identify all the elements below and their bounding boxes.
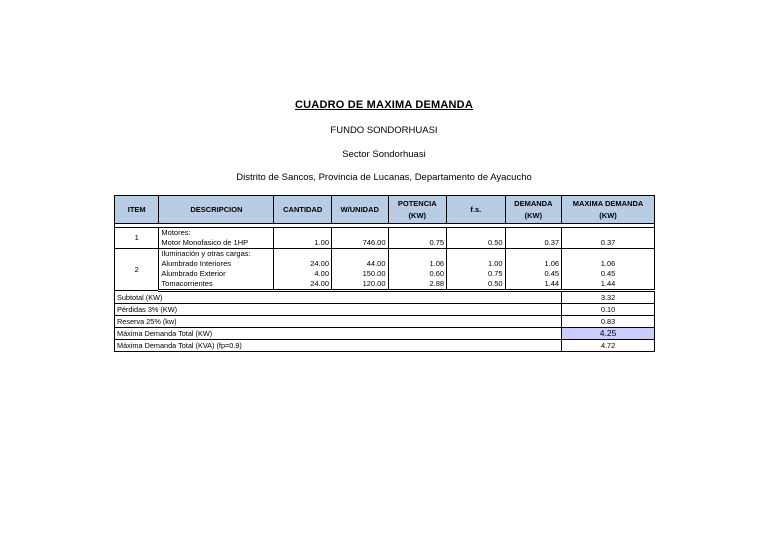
line-fs: 1.00: [447, 259, 506, 269]
summary-value-highlight: 4.25: [562, 328, 655, 340]
line-wunidad: 150.00: [332, 269, 389, 279]
line-potencia: 2.88: [388, 279, 447, 291]
line-cantidad: 1.00: [274, 238, 332, 249]
header-potencia-line2: (KW): [408, 210, 427, 220]
header-demanda-line1: DEMANDA: [514, 198, 553, 208]
subtitle-sector: Sector Sondorhuasi: [342, 149, 426, 160]
table-row: [115, 269, 655, 279]
line-wunidad: 120.00: [332, 279, 389, 291]
header-potencia-line1: POTENCIA: [397, 198, 437, 208]
line-desc: Tomacorrientes: [159, 279, 274, 291]
summary-row-maxdem-kva: [115, 340, 655, 352]
summary-value: 0.83: [562, 316, 655, 328]
header-demanda-line2: (KW): [524, 210, 543, 220]
table-row: [115, 228, 655, 239]
summary-label: Máxima Demanda Total (KVA) (fp=0.9): [115, 340, 562, 352]
summary-label: Subtotal (KW): [115, 291, 562, 304]
table-header-row: [115, 196, 655, 224]
line-desc: Motor Monofasico de 1HP: [159, 238, 274, 249]
header-cantidad: CANTIDAD: [274, 196, 332, 224]
group-label: Motores:: [159, 228, 274, 239]
header-fs: f.s.: [447, 196, 506, 224]
summary-row-reserva: [115, 316, 655, 328]
header-demanda: [505, 196, 562, 224]
subtitle-fundo: FUNDO SONDORHUASI: [330, 125, 438, 136]
table-row: [115, 238, 655, 249]
summary-value: 3.32: [562, 291, 655, 304]
line-demanda: 0.45: [505, 269, 562, 279]
summary-label: Máxima Demanda Total (KW): [115, 328, 562, 340]
page-title: CUADRO DE MAXIMA DEMANDA: [295, 99, 473, 111]
max-demand-table: [114, 195, 655, 352]
header-maxdem-line2: (KW): [599, 210, 617, 220]
line-potencia: 1.06: [388, 259, 447, 269]
line-cantidad: 4.00: [274, 269, 332, 279]
summary-label: Reserva 25% (kw): [115, 316, 562, 328]
line-cantidad: 24.00: [274, 259, 332, 269]
line-wunidad: 44.00: [332, 259, 389, 269]
line-desc: Alumbrado Interiores: [159, 259, 274, 269]
item-number: 1: [115, 228, 159, 249]
line-potencia: 0.75: [388, 238, 447, 249]
line-potencia: 0.60: [388, 269, 447, 279]
line-demanda: 1.44: [505, 279, 562, 291]
summary-value: 4.72: [562, 340, 655, 352]
header-descripcion: DESCRIPCION: [159, 196, 274, 224]
table-row: [115, 249, 655, 260]
group-label: Iluminación y otras cargas:: [159, 249, 274, 260]
line-maxdem: 1.44: [562, 279, 655, 291]
line-fs: 0.50: [447, 238, 506, 249]
header-wunidad: W/UNIDAD: [332, 196, 389, 224]
summary-label: Pérdidas 3% (KW): [115, 304, 562, 316]
subtitle-location: Distrito de Sancos, Provincia de Lucanas, Departamento de Ayacucho: [236, 172, 532, 183]
header-maxdem-line1: MAXIMA DEMANDA: [572, 198, 644, 208]
line-fs: 0.50: [447, 279, 506, 291]
line-demanda: 0.37: [505, 238, 562, 249]
summary-row-perdidas: [115, 304, 655, 316]
item-number: 2: [115, 249, 159, 291]
header-potencia: [388, 196, 447, 224]
line-demanda: 1.06: [505, 259, 562, 269]
line-cantidad: 24.00: [274, 279, 332, 291]
summary-value: 0.10: [562, 304, 655, 316]
line-maxdem: 1.06: [562, 259, 655, 269]
line-desc: Alumbrado Exterior: [159, 269, 274, 279]
table-row: [115, 279, 655, 291]
line-wunidad: 746.00: [332, 238, 389, 249]
header-item: ITEM: [115, 196, 159, 224]
line-maxdem: 0.37: [562, 238, 655, 249]
summary-row-subtotal: [115, 291, 655, 304]
header-maxdem: [562, 196, 655, 224]
table-row: [115, 259, 655, 269]
summary-row-maxdem-kw: [115, 328, 655, 340]
line-fs: 0.75: [447, 269, 506, 279]
line-maxdem: 0.45: [562, 269, 655, 279]
